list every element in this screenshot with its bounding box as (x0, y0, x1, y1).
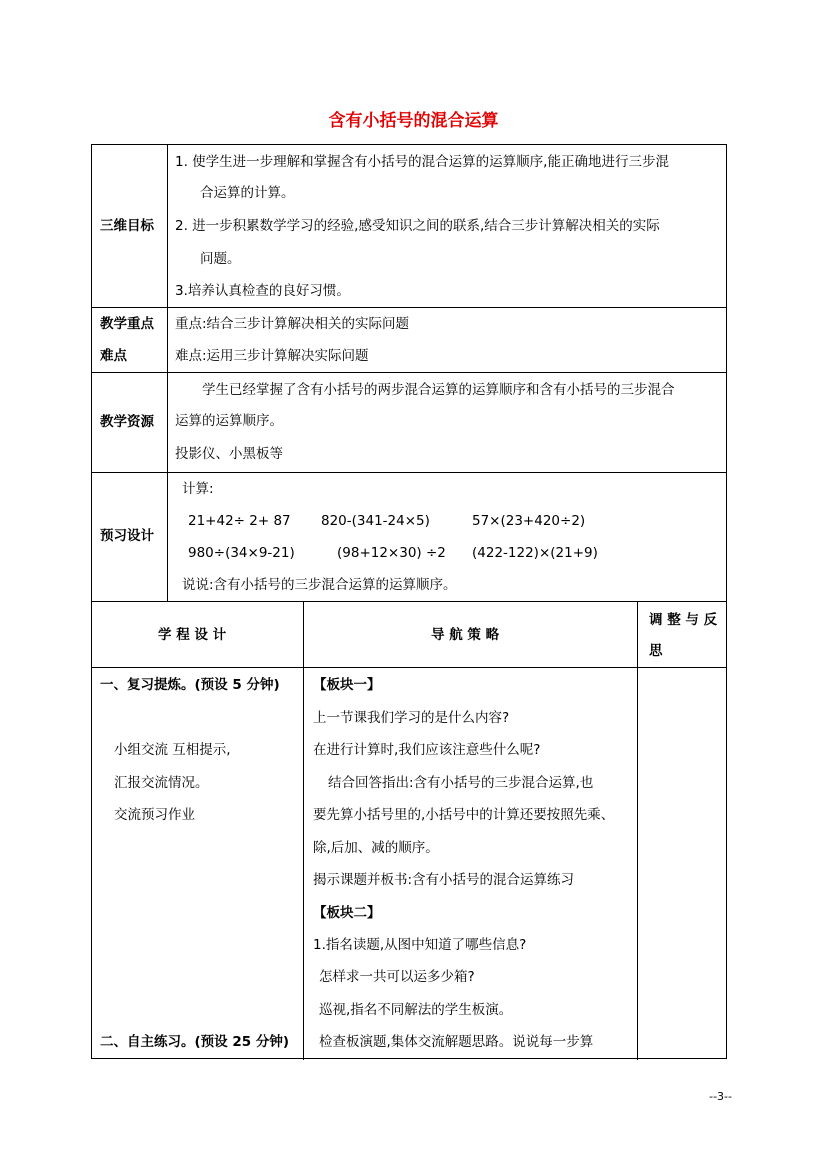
adjust-header: 调 整 与 反 (649, 612, 718, 628)
goal-line-5: 3.培养认真检查的良好习惯。 (175, 283, 350, 299)
lesson-plan-table (91, 144, 727, 1059)
preview-expression: (422-122)×(21+9) (472, 545, 598, 561)
resources-line-1: 学生已经掌握了含有小括号的两步混合运算的运算顺序和含有小括号的三步混合 (202, 382, 675, 398)
strategy-line: 怎样求一共可以运多少箱? (319, 969, 475, 985)
strategy-header: 导 航 策 略 (431, 627, 500, 643)
adjust-header-cont: 思 (649, 643, 663, 659)
preview-expression: 820-(341-24×5) (321, 513, 430, 529)
difficulty-label: 难点 (100, 348, 127, 364)
column-divider (303, 601, 304, 1060)
left-item: 交流预习作业 (114, 807, 195, 823)
strategy-line: 检查板演题,集体交流解题思路。说说每一步算 (319, 1034, 594, 1050)
section-review: 一、复习提炼。(预设 5 分钟) (100, 677, 280, 693)
left-item: 小组交流 互相提示, (114, 742, 231, 758)
preview-expression: 57×(23+420÷2) (472, 513, 586, 529)
preview-label: 预习设计 (100, 528, 154, 544)
strategy-line: 要先算小括号里的,小括号中的计算还要按照先乘、 (313, 807, 615, 823)
strategy-line: 结合回答指出:含有小括号的三步混合运算,也 (328, 775, 594, 791)
strategy-line: 除,后加、减的顺序。 (313, 840, 439, 856)
preview-expression: 21+42÷ 2+ 87 (188, 513, 291, 529)
strategy-line: 1.指名读题,从图中知道了哪些信息? (313, 937, 527, 953)
row-divider (92, 667, 726, 668)
design-header: 学 程 设 计 (158, 627, 227, 643)
section-practice: 二、自主练习。(预设 25 分钟) (100, 1034, 290, 1050)
page-number: --3-- (709, 1090, 732, 1103)
resources-label: 教学资源 (100, 414, 154, 430)
goal-line-1: 1. 使学生进一步理解和掌握含有小括号的混合运算的运算顺序,能正确地进行三步混 (175, 154, 669, 170)
strategy-line: 巡视,指名不同解法的学生板演。 (319, 1002, 513, 1018)
block-two-heading: 【板块二】 (313, 905, 381, 921)
column-divider (167, 145, 168, 601)
strategy-line: 在进行计算时,我们应该注意些什么呢? (313, 742, 541, 758)
row-divider (92, 472, 726, 473)
preview-expression: 980÷(34×9-21) (188, 545, 295, 561)
row-divider (92, 372, 726, 373)
block-one-heading: 【板块一】 (313, 677, 381, 693)
column-divider (637, 601, 638, 1060)
preview-expression: (98+12×30) ÷2 (337, 545, 446, 561)
key-point-text: 重点:结合三步计算解决相关的实际问题 (175, 316, 410, 332)
resources-line-2: 运算的运算顺序。 (175, 413, 283, 429)
keypoints-label: 教学重点 (100, 316, 154, 332)
left-item: 汇报交流情况。 (114, 775, 209, 791)
goal-line-4: 问题。 (200, 251, 241, 267)
preview-note: 说说:含有小括号的三步混合运算的运算顺序。 (182, 577, 457, 593)
goal-line-3: 2. 进一步积累数学学习的经验,感受知识之间的联系,结合三步计算解决相关的实际 (175, 218, 660, 234)
row-divider (92, 307, 726, 308)
goal-line-2: 合运算的计算。 (200, 185, 295, 201)
resources-line-3: 投影仪、小黑板等 (175, 446, 283, 462)
row-divider (92, 601, 726, 602)
page-title: 含有小括号的混合运算 (328, 111, 499, 131)
difficult-point-text: 难点:运用三步计算解决实际问题 (175, 348, 369, 364)
strategy-line: 上一节课我们学习的是什么内容? (313, 710, 510, 726)
preview-heading: 计算: (182, 481, 214, 497)
goals-label: 三维目标 (100, 218, 154, 234)
strategy-line: 揭示课题并板书:含有小括号的混合运算练习 (313, 872, 575, 888)
